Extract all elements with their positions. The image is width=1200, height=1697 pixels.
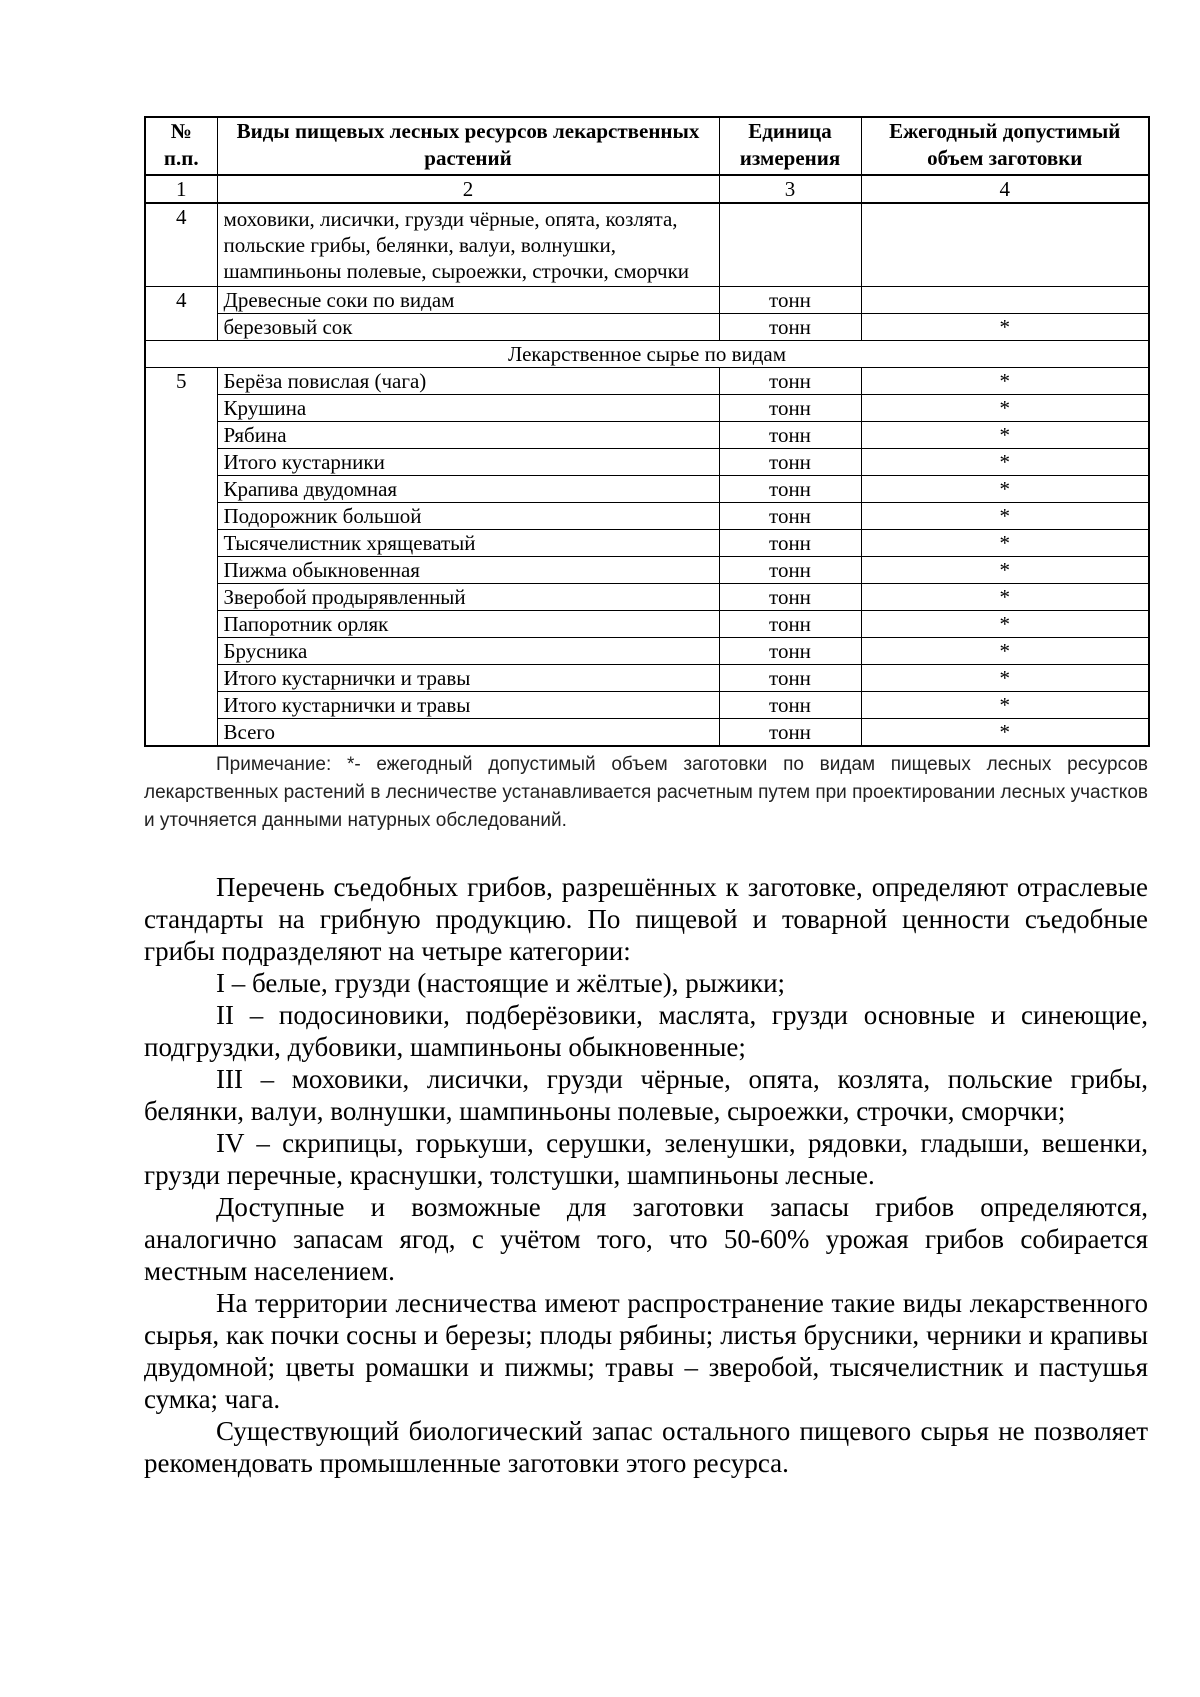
paragraph: III – моховики, лисички, грузди чёрные, опята, козлята, польские грибы, белянки, валуи, волнушки, шампиньоны полевые, сыроежки, строчки, сморчки; bbox=[144, 1064, 1148, 1126]
mushroom-row bbox=[145, 203, 1149, 287]
table-note: Примечание: *- ежегодный допустимый объем заготовки по видам пищевых лесных ресурсов лекарственных растений в лесничестве устанавливается расчетным путем при проектировании лесных участков и уточняется данными натурных обследований. bbox=[144, 754, 1148, 831]
row-num: 4 bbox=[145, 287, 217, 341]
resource-name: Папоротник орляк bbox=[217, 611, 719, 638]
resource-name: Пижма обыкновенная bbox=[217, 557, 719, 584]
column-number: 1 bbox=[145, 175, 217, 203]
column-number: 4 bbox=[861, 175, 1149, 203]
unit-cell: тонн bbox=[719, 665, 861, 692]
table-row bbox=[145, 719, 1149, 747]
resource-name: Зверобой продырявленный bbox=[217, 584, 719, 611]
column-number: 2 bbox=[217, 175, 719, 203]
column-numbers-row bbox=[145, 175, 1149, 203]
unit-cell: тонн bbox=[719, 449, 861, 476]
unit-cell: тонн bbox=[719, 530, 861, 557]
unit-cell: тонн bbox=[719, 584, 861, 611]
unit-cell: тонн bbox=[719, 719, 861, 747]
table-row bbox=[145, 422, 1149, 449]
resource-name: Всего bbox=[217, 719, 719, 747]
unit-cell: тонн bbox=[719, 422, 861, 449]
table-row bbox=[145, 449, 1149, 476]
table-row bbox=[145, 584, 1149, 611]
value-cell: * bbox=[861, 557, 1149, 584]
unit-cell: тонн bbox=[719, 692, 861, 719]
value-cell: * bbox=[861, 395, 1149, 422]
unit-cell: тонн bbox=[719, 557, 861, 584]
value-cell bbox=[861, 203, 1149, 287]
resource-name: Брусника bbox=[217, 638, 719, 665]
resource-name: Древесные соки по видам bbox=[217, 287, 719, 314]
paragraph: Доступные и возможные для заготовки запасы грибов определяются, аналогично запасам ягод, с учётом того, что 50-60% урожая грибов собирается местным населением. bbox=[144, 1192, 1148, 1286]
paragraph: I – белые, грузди (настоящие и жёлтые), рыжики; bbox=[216, 968, 786, 998]
resource-name: Итого кустарнички и травы bbox=[217, 692, 719, 719]
table-row bbox=[145, 638, 1149, 665]
table-row bbox=[145, 395, 1149, 422]
value-cell: * bbox=[861, 665, 1149, 692]
table-row bbox=[145, 692, 1149, 719]
value-cell: * bbox=[861, 611, 1149, 638]
resource-name: Тысячелистник хрящеватый bbox=[217, 530, 719, 557]
table-row bbox=[145, 611, 1149, 638]
value-cell: * bbox=[861, 476, 1149, 503]
unit-cell: тонн bbox=[719, 287, 861, 314]
table-row bbox=[145, 503, 1149, 530]
resource-name: Берёза повислая (чага) bbox=[217, 368, 719, 395]
value-cell: * bbox=[861, 314, 1149, 341]
table-header-row bbox=[145, 117, 1149, 175]
paragraph: На территории лесничества имеют распространение такие виды лекарственного сырья, как почки сосны и березы; плоды рябины; листья брусники, черники и крапивы двудомной; цветы ромашки и пижмы; травы – зверобой, тысячелистник и пастушья сумка; чага. bbox=[144, 1288, 1148, 1414]
value-cell: * bbox=[861, 584, 1149, 611]
value-cell: * bbox=[861, 422, 1149, 449]
table-row bbox=[145, 530, 1149, 557]
unit-cell: тонн bbox=[719, 476, 861, 503]
mushroom-list-cell: моховики, лисички, грузди чёрные, опята, козлята, польские грибы, белянки, валуи, волнушки, шампиньоны полевые, сыроежки, строчки, сморчки bbox=[217, 203, 719, 287]
section-title: Лекарственное сырье по видам bbox=[145, 341, 1149, 368]
resource-name: Рябина bbox=[217, 422, 719, 449]
unit-cell: тонн bbox=[719, 638, 861, 665]
resource-name: Итого кустарники bbox=[217, 449, 719, 476]
value-cell: * bbox=[861, 530, 1149, 557]
value-cell: * bbox=[861, 692, 1149, 719]
table-row bbox=[145, 368, 1149, 395]
header-volume: Ежегодный допустимый объем заготовки bbox=[861, 117, 1149, 175]
table-row bbox=[145, 476, 1149, 503]
header-unit: Единица измерения bbox=[719, 117, 861, 175]
unit-cell: тонн bbox=[719, 503, 861, 530]
unit-cell: тонн bbox=[719, 314, 861, 341]
resource-name: Крапива двудомная bbox=[217, 476, 719, 503]
header-num: № п.п. bbox=[145, 117, 217, 175]
unit-cell: тонн bbox=[719, 395, 861, 422]
table-row bbox=[145, 287, 1149, 314]
table-row bbox=[145, 557, 1149, 584]
value-cell: * bbox=[861, 368, 1149, 395]
unit-cell bbox=[719, 203, 861, 287]
value-cell: * bbox=[861, 719, 1149, 747]
paragraph: IV – скрипицы, горькуши, серушки, зеленушки, рядовки, гладыши, вешенки, грузди перечные, краснушки, толстушки, шампиньоны лесные. bbox=[144, 1128, 1148, 1190]
document-page bbox=[144, 116, 1148, 1479]
body-text bbox=[144, 871, 1148, 1479]
value-cell: * bbox=[861, 638, 1149, 665]
header-type: Виды пищевых лесных ресурсов лекарственных растений bbox=[217, 117, 719, 175]
paragraph: Существующий биологический запас остального пищевого сырья не позволяет рекомендовать промышленные заготовки этого ресурса. bbox=[144, 1416, 1148, 1478]
value-cell bbox=[861, 287, 1149, 314]
value-cell: * bbox=[861, 449, 1149, 476]
resource-name: Крушина bbox=[217, 395, 719, 422]
resource-name: Итого кустарнички и травы bbox=[217, 665, 719, 692]
table-row bbox=[145, 314, 1149, 341]
row-num: 5 bbox=[145, 368, 217, 747]
table-row bbox=[145, 665, 1149, 692]
column-number: 3 bbox=[719, 175, 861, 203]
resource-name: березовый сок bbox=[217, 314, 719, 341]
value-cell: * bbox=[861, 503, 1149, 530]
resource-name: Подорожник большой bbox=[217, 503, 719, 530]
row-num: 4 bbox=[145, 203, 217, 287]
unit-cell: тонн bbox=[719, 611, 861, 638]
unit-cell: тонн bbox=[719, 368, 861, 395]
paragraph: Перечень съедобных грибов, разрешённых к заготовке, определяют отраслевые стандарты на грибную продукцию. По пищевой и товарной ценности съедобные грибы подразделяют на четыре категории: bbox=[144, 872, 1148, 966]
section-row bbox=[145, 341, 1149, 368]
resources-table bbox=[144, 116, 1150, 747]
paragraph: II – подосиновики, подберёзовики, маслята, грузди основные и синеющие, подгруздки, дубовики, шампиньоны обыкновенные; bbox=[144, 1000, 1148, 1062]
